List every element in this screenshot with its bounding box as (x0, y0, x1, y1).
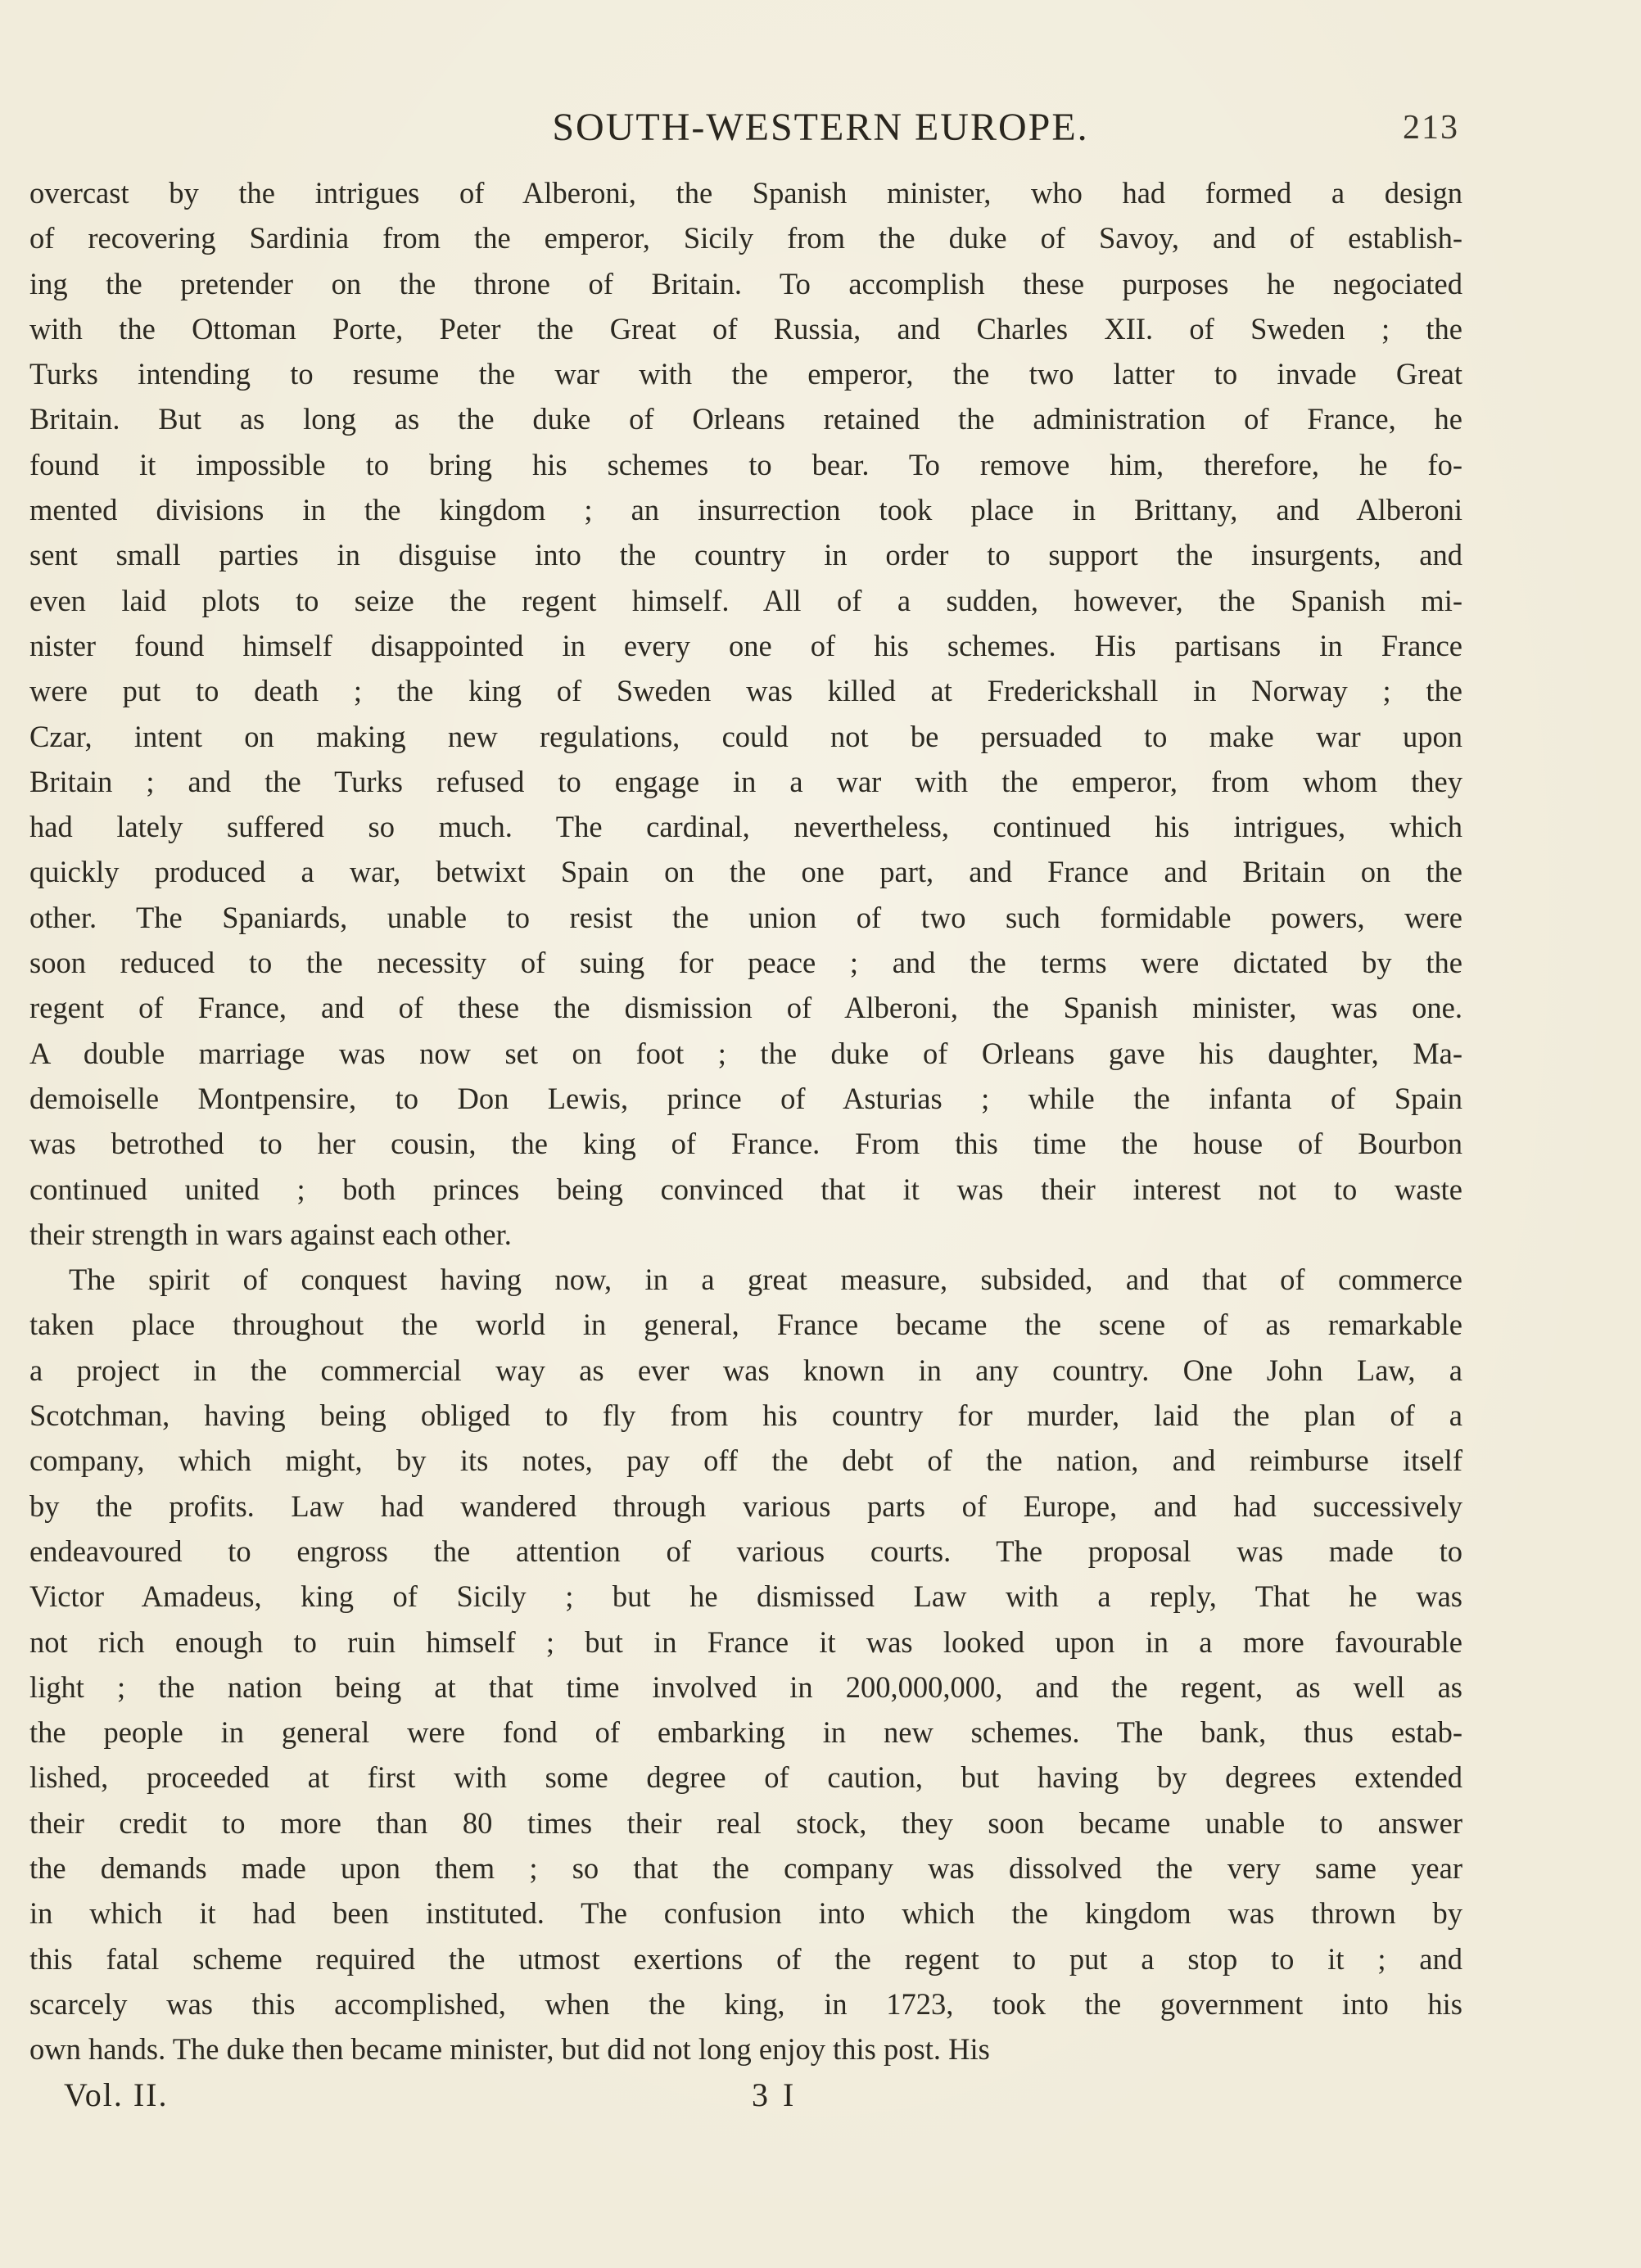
text-line: The spirit of conquest having now, in a great measure, subsided, and that of commerce (69, 1263, 1462, 1297)
text-line: lished, proceeded at first with some degree of caution, but having by degrees extended (29, 1760, 1462, 1795)
text-line: had lately suffered so much. The cardinal, nevertheless, continued his intrigues, which (29, 810, 1462, 844)
text-line: Victor Amadeus, king of Sicily ; but he dismissed Law with a reply, That he was (29, 1579, 1462, 1614)
text-line: endeavoured to engross the attention of various courts. The proposal was made to (29, 1534, 1462, 1568)
text-line: overcast by the intrigues of Alberoni, the Spanish minister, who had formed a design (29, 176, 1462, 210)
text-line: their credit to more than 80 times their real stock, they soon became unable to answer (29, 1805, 1462, 1840)
volume-number: Vol. II. (64, 2076, 169, 2113)
running-head (0, 97, 1641, 154)
text-line: their strength in wars against each other. (29, 1217, 512, 1251)
paragraph (29, 1257, 1462, 2071)
text-line: a project in the commercial way as ever was known in any country. One John Law, a (29, 1353, 1462, 1387)
text-line: with the Ottoman Porte, Peter the Great of Russia, and Charles XII. of Sweden ; the (29, 311, 1462, 346)
text-line: of recovering Sardinia from the emperor, Sicily from the duke of Savoy, and of establish- (29, 221, 1462, 255)
text-line: demoiselle Montpensire, to Don Lewis, prince of Asturias ; while the infanta of Spain (29, 1081, 1462, 1115)
text-line: found it impossible to bring his schemes to bear. To remove him, therefore, he fo- (29, 447, 1462, 481)
text-line: in which it had been instituted. The confusion into which the kingdom was thrown by (29, 1896, 1462, 1931)
page-footer (0, 2076, 1641, 2125)
text-line: soon reduced to the necessity of suing for peace ; and the terms were dictated by the (29, 946, 1462, 980)
text-line: taken place throughout the world in general, France became the scene of as remarkable (29, 1308, 1462, 1342)
paragraphs (29, 170, 1462, 2071)
text-line: mented divisions in the kingdom ; an insurrection took place in Brittany, and Alberoni (29, 493, 1462, 527)
text-line: company, which might, by its notes, pay off the debt of the nation, and reimburse itself (29, 1443, 1462, 1478)
text-line: regent of France, and of these the dismission of Alberoni, the Spanish minister, was one. (29, 991, 1462, 1025)
text-line: scarcely was this accomplished, when the king, in 1723, took the government into his (29, 1986, 1462, 2021)
text-line: the people in general were fond of embarking in new schemes. The bank, thus estab- (29, 1715, 1462, 1750)
text-line: other. The Spaniards, unable to resist the union of two such formidable powers, were (29, 900, 1462, 934)
text-line: by the profits. Law had wandered through various parts of Europe, and had successively (29, 1489, 1462, 1523)
body-text (29, 170, 1462, 2071)
text-line: A double marriage was now set on foot ; the duke of Orleans gave his daughter, Ma- (29, 1036, 1462, 1070)
text-line: nister found himself disappointed in every one of his schemes. His partisans in France (29, 628, 1462, 662)
text-line: Czar, intent on making new regulations, could not be persuaded to make war upon (29, 719, 1462, 753)
text-line: were put to death ; the king of Sweden was killed at Frederickshall in Norway ; the (29, 674, 1462, 708)
page-number: 213 (1403, 109, 1459, 147)
text-line: Britain. But as long as the duke of Orleans retained the administration of France, he (29, 402, 1462, 436)
text-line: sent small parties in disguise into the country in order to support the insurgents, and (29, 538, 1462, 572)
page-title: SOUTH-WESTERN EUROPE. (552, 106, 1089, 149)
signature-mark: 3 I (752, 2076, 798, 2113)
text-line: this fatal scheme required the utmost exertions of the regent to put a stop to it ; and (29, 1941, 1462, 1976)
text-line: quickly produced a war, betwixt Spain on the one part, and France and Britain on the (29, 855, 1462, 889)
text-line: Britain ; and the Turks refused to engage in a war with the emperor, from whom they (29, 764, 1462, 798)
text-line: Scotchman, having being obliged to fly from his country for murder, laid the plan of a (29, 1398, 1462, 1433)
text-line: even laid plots to seize the regent himself. All of a sudden, however, the Spanish mi- (29, 583, 1462, 617)
text-line: Turks intending to resume the war with the emperor, the two latter to invade Great (29, 357, 1462, 391)
text-line: was betrothed to her cousin, the king of France. From this time the house of Bourbon (29, 1127, 1462, 1161)
text-line: the demands made upon them ; so that the company was dissolved the very same year (29, 1850, 1462, 1885)
text-line: own hands. The duke then became minister, but did not long enjoy this post. His (29, 2032, 990, 2067)
text-line: light ; the nation being at that time involved in 200,000,000, and the regent, as well as (29, 1669, 1462, 1704)
text-line: continued united ; both princes being convinced that it was their interest not to waste (29, 1172, 1462, 1206)
text-line: ing the pretender on the throne of Britain. To accomplish these purposes he negociated (29, 266, 1462, 300)
paragraph (29, 170, 1462, 1257)
text-line: not rich enough to ruin himself ; but in France it was looked upon in a more favourable (29, 1624, 1462, 1659)
